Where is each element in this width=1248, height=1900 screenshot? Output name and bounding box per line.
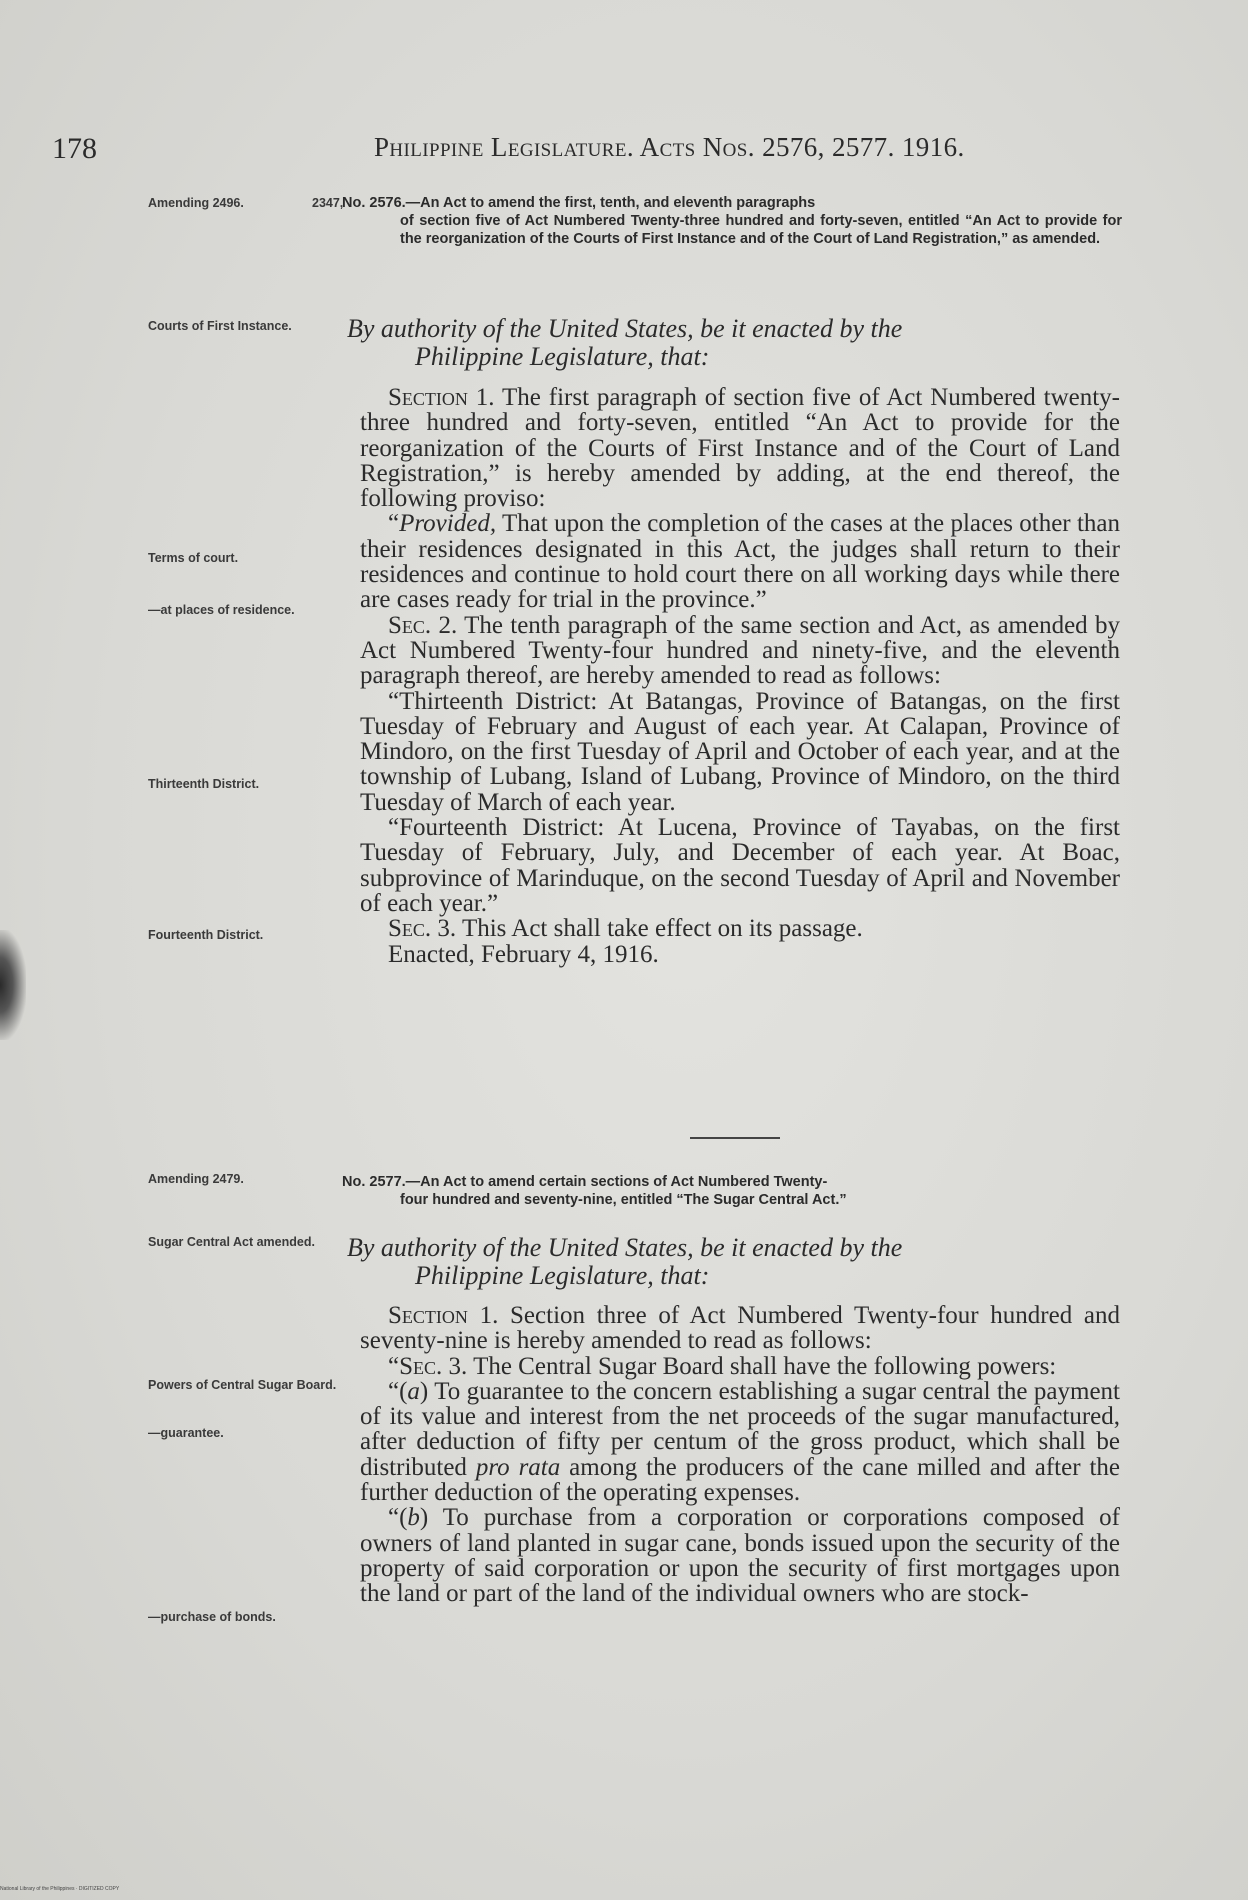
section-1: Section 1. The first paragraph of section five of Act Numbered twenty-three hundred and forty-seven, entitled “An Act to provide for the reorganization of the Courts of First Instance and of the Court of Land Registration,” is hereby amended by adding, at the end thereof, the following proviso: <box>360 384 1120 513</box>
page-number: 178 <box>52 132 97 165</box>
act-2576-title-line1: No. 2576.—An Act to amend the first, tenth, and eleventh paragraphs <box>342 195 816 211</box>
margin-note-courts: Courts of First Instance. <box>148 319 292 333</box>
margin-note-guarantee: —guarantee. <box>148 1426 224 1440</box>
margin-note-powers: Powers of Central Sugar Board. <box>148 1378 337 1392</box>
enacting-line-2: Philippine Legislature, that: <box>415 1261 710 1290</box>
fourteenth-district: “Fourteenth District: At Lucena, Province of Tayabas, on the first Tuesday of February, July, and December of each year. At Boac, subprovince of Marinduque, on the second Tuesday of April and November of each year.” <box>360 814 1120 917</box>
act-2577-enacting-clause <box>347 1234 1127 1290</box>
act-2576-body <box>360 385 1120 967</box>
proviso: “Provided, That upon the completion of the cases at the places other than their residences designated in this Act, the judges shall return to their residences and continue to hold court there on all working days while there are cases ready for trial in the province.” <box>360 510 1120 614</box>
clause-a: “(a) To guarantee to the concern establishing a sugar central the payment of its value and interest from the net proceeds of the sugar manufactured, after deduction of fifty per centum of the gross product, which shall be distributed pro rata among the producers of the cane milled and after the further deduction of the operating expenses. <box>360 1377 1120 1507</box>
margin-note-thirteenth: Thirteenth District. <box>148 777 260 791</box>
library-watermark: National Library of the Philippines · DIGITIZED COPY <box>0 1886 120 1892</box>
thirteenth-district: “Thirteenth District: At Batangas, Province of Batangas, on the first Tuesday of February and August of each year. At Calapan, Province of Mindoro, on the first Tuesday of April and October of each year, and at the township of Lubang, Island of Lubang, Province of Mindoro, on the third Tuesday of March of each year. <box>360 687 1120 816</box>
section-divider <box>690 1137 780 1139</box>
margin-note-purchase: —purchase of bonds. <box>148 1610 276 1624</box>
act-2577-title-rest: four hundred and seventy-nine, entitled “The Sugar Central Act.” <box>400 1192 847 1208</box>
act-2577-title-line1: No. 2577.—An Act to amend certain sections of Act Numbered Twenty- <box>342 1174 828 1190</box>
act-2576-title-rest: of section five of Act Numbered Twenty-three hundred and forty-seven, entitled “An Act to provide for the reorganization of the Courts of First Instance and of the Court of Land Registration,” as amended. <box>400 213 1122 247</box>
act-2576-title <box>342 194 1122 248</box>
act-2577-body <box>360 1303 1120 1607</box>
margin-note-places: —at places of residence. <box>148 603 295 617</box>
act-2576-enacting-clause <box>347 315 1127 371</box>
margin-note-amending-2479: Amending 2479. <box>148 1172 244 1186</box>
margin-note-sugar-central: Sugar Central Act amended. <box>148 1235 315 1249</box>
running-header: Philippine Legislature. Acts Nos. 2576, 2577. 1916. <box>374 132 965 162</box>
act-2577-title <box>342 1173 1122 1209</box>
enacting-line-1: By authority of the United States, be it enacted by the <box>347 1233 903 1262</box>
enacting-line-1: By authority of the United States, be it enacted by the <box>347 314 903 343</box>
margin-note-amending-2496: Amending 2496. <box>148 196 244 210</box>
section-2: Sec. 2. The tenth paragraph of the same section and Act, as amended by Act Numbered Twenty-four hundred and ninety-five, and the eleventh paragraph thereof, are hereby amended to read as follows: <box>360 611 1120 690</box>
enacting-line-2: Philippine Legislature, that: <box>415 342 710 371</box>
scan-binding-shadow <box>0 930 26 1040</box>
clause-b: “(b) To purchase from a corporation or corporations composed of owners of land planted in sugar cane, bonds issued upon the security of the property of said corporation or upon the security of first mortgages upon the land or part of the land of the individual owners who are stock- <box>360 1504 1120 1608</box>
section-1: Section 1. Section three of Act Numbered Twenty-four hundred and seventy-nine is hereby amended to read as follows: <box>360 1302 1120 1355</box>
section-3: Sec. 3. This Act shall take effect on its passage. <box>388 915 863 943</box>
margin-act-number: 2347, <box>312 196 344 210</box>
margin-note-fourteenth: Fourteenth District. <box>148 928 264 942</box>
enacted-date: Enacted, February 4, 1916. <box>388 940 659 968</box>
section-3-quoted: “Sec. 3. The Central Sugar Board shall have the following powers: <box>388 1352 1057 1380</box>
margin-note-terms: Terms of court. <box>148 551 239 565</box>
